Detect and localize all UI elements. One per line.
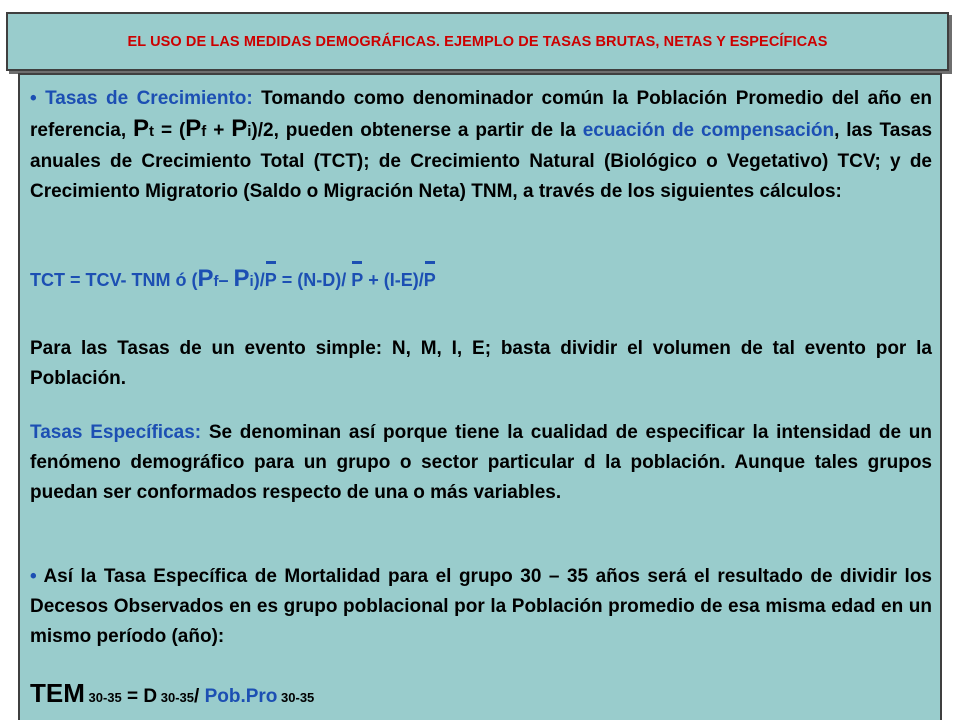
slide-title: EL USO DE LAS MEDIDAS DEMOGRÁFICAS. EJEMPLO DE TASAS BRUTAS, NETAS Y ESPECÍFICAS bbox=[127, 33, 828, 50]
formula-part-a: TCT = TCV- TNM ó ( bbox=[30, 270, 198, 290]
formula-part-c: = (N-D)/ bbox=[276, 270, 352, 290]
growth-rates-text-3: , las Tasas anuales de Crecimiento Total (TCT); de Crecimiento Natural (Biológico o Vegetativo) TCV; y de Crecimiento Migratorio (Saldo o Migración Neta) TNM, a través de los siguientes cálculos: bbox=[30, 120, 933, 202]
specific-rates-term: Tasas Específicas: bbox=[30, 422, 202, 443]
pt-subscript: t bbox=[149, 123, 155, 140]
eq-close: )/2, bbox=[251, 120, 279, 141]
growth-rates-text-2: pueden obtenerse a partir de la bbox=[285, 120, 576, 141]
formula-dash: – bbox=[218, 270, 234, 290]
pf-subscript: f bbox=[201, 123, 207, 140]
tem-pob-pro: Pob.Pro bbox=[204, 686, 278, 707]
tem-slash: / bbox=[194, 686, 205, 707]
tem-equals-d: = D bbox=[121, 686, 158, 707]
formula-part-b: )/ bbox=[253, 270, 265, 290]
formula-p-mean-1: P bbox=[264, 270, 277, 290]
paragraph-mortality-example bbox=[30, 562, 932, 652]
tem-subscript-1: 30-35 bbox=[84, 690, 122, 705]
title-bar bbox=[6, 12, 949, 71]
formula-p-mean-2: P bbox=[351, 270, 364, 290]
tem-subscript-3: 30-35 bbox=[277, 690, 315, 705]
tem-label: TEM bbox=[30, 678, 85, 708]
formula-pi-symbol: P bbox=[233, 265, 250, 292]
eq-plus: + bbox=[206, 120, 232, 141]
formula-pf-subscript: f bbox=[213, 273, 219, 290]
pt-symbol: P bbox=[133, 115, 150, 142]
paragraph-specific-rates bbox=[30, 418, 932, 508]
formula-tem bbox=[30, 678, 314, 709]
pf-symbol: P bbox=[185, 115, 202, 142]
tem-subscript-2: 30-35 bbox=[157, 690, 195, 705]
formula-pi-subscript: i bbox=[249, 273, 254, 290]
bullet: • bbox=[30, 88, 37, 109]
eq-open: = ( bbox=[154, 120, 186, 141]
growth-rates-term: Tasas de Crecimiento: bbox=[45, 88, 253, 109]
pi-symbol: P bbox=[231, 115, 248, 142]
paragraph-growth-rates bbox=[30, 84, 932, 207]
pi-subscript: i bbox=[247, 123, 252, 140]
formula-tct bbox=[30, 265, 436, 293]
specific-rates-text: Se denominan así porque tiene la cualidad de especificar la intensidad de un fenómeno demográfico para un grupo o sector particular d la población. Aunque tales grupos puedan ser conformados respecto de una o más variables. bbox=[30, 422, 932, 503]
compensation-equation-link[interactable]: ecuación de compensación bbox=[582, 120, 835, 141]
formula-pf-symbol: P bbox=[197, 265, 214, 292]
formula-part-d: + (I-E)/ bbox=[363, 270, 424, 290]
mortality-example-text: Así la Tasa Específica de Mortalidad para el grupo 30 – 35 años será el resultado de dividir los Decesos Observados en es grupo poblacional por la Población promedio de esa misma edad en un mismo período (año): bbox=[30, 566, 932, 647]
bullet: • bbox=[30, 566, 37, 587]
formula-p-mean-3: P bbox=[423, 270, 436, 290]
paragraph-simple-event: Para las Tasas de un evento simple: N, M, I, E; basta dividir el volumen de tal evento por la Población. bbox=[30, 338, 932, 389]
growth-rates-text-1: Tomando como denominador común la Población Promedio del año en referencia, bbox=[30, 88, 933, 141]
